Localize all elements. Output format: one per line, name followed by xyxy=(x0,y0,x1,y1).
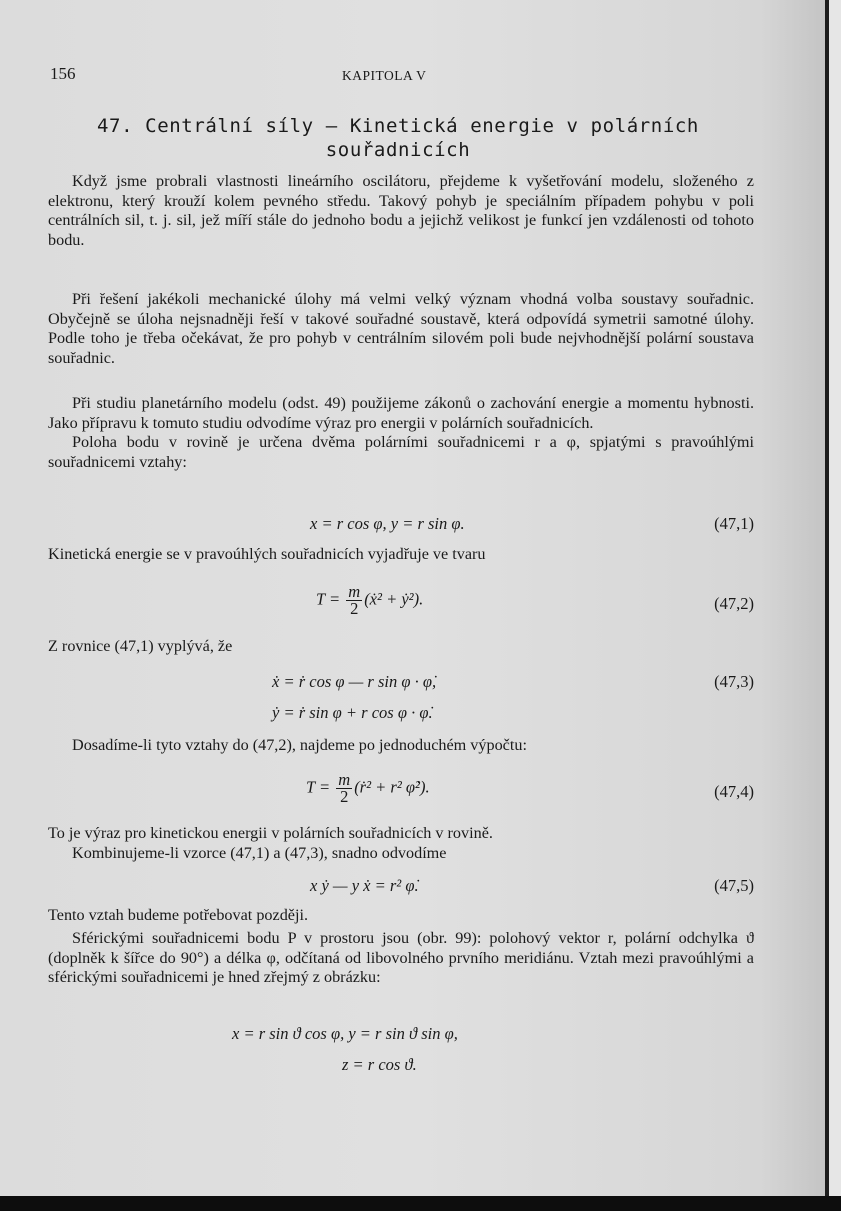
equation-47-3a xyxy=(48,672,754,694)
paragraph-11: Sférickými souřadnicemi bodu P v prostoru jsou (obr. 99): polohový vektor r, polární odchylka ϑ (doplněk k šířce do 90°) a délka φ, odčítaná od libovolného prvního meridiánu. Vztah mezi pravoúhlými a sférickými souřadnicemi je hned zřejmý z obrázku: xyxy=(48,929,754,987)
paragraph-intro xyxy=(48,172,754,250)
next-page-edge xyxy=(829,0,841,1196)
scan-border xyxy=(0,1196,841,1211)
equation-body: x = r cos φ, y = r sin φ. xyxy=(310,514,465,533)
paragraph-8: To je výraz pro kinetickou energii v polárních souřadnicích v rovině. xyxy=(48,824,493,842)
paragraph-later xyxy=(48,906,754,926)
paragraph-substitute xyxy=(48,736,754,756)
paragraph-10: Tento vztah budeme potřebovat později. xyxy=(48,906,309,924)
equation-number: (47,2) xyxy=(714,594,754,613)
paragraph-6: Z rovnice (47,1) vyplývá, že xyxy=(48,637,233,655)
section-title xyxy=(48,114,748,162)
paragraph-coordinates xyxy=(48,290,754,368)
equation-body: ẏ = ṙ sin φ + r cos φ · φ̇. xyxy=(272,703,433,722)
equation-body: ẋ = ṙ cos φ — r sin φ · φ̇, xyxy=(272,672,437,691)
paragraph-9: Kombinujeme-li vzorce (47,1) a (47,3), snadno odvodíme xyxy=(72,843,447,862)
section-title-line1: 47. Centrální síly – Kinetická energie v polárních xyxy=(97,115,699,137)
fraction: $\frac{m}{2}$ xyxy=(348,582,361,618)
equation-body: z = r cos ϑ. xyxy=(342,1055,417,1074)
paragraph-spherical xyxy=(48,929,754,988)
equation-number: (47,4) xyxy=(714,782,754,801)
equation-number: (47,5) xyxy=(714,876,754,895)
equation-lhs: T = xyxy=(316,589,345,609)
page-number: 156 xyxy=(50,64,76,83)
equation-body: x = r sin ϑ cos φ, y = r sin ϑ sin φ, xyxy=(232,1024,458,1043)
equation-number: (47,3) xyxy=(714,672,754,691)
fraction: $\frac{m}{2}$ xyxy=(338,770,351,806)
paragraph-3: Při studiu planetárního modelu (odst. 49) použijeme zákonů o zachování energie a momentu hybnosti. Jako přípravu k tomuto studiu odvodíme výraz pro energii v polárních souřadnicích. xyxy=(48,394,754,432)
equation-lhs: T = xyxy=(306,777,335,797)
paragraph-7: Dosadíme-li tyto vztahy do (47,2), najdeme po jednoduchém výpočtu: xyxy=(72,736,527,754)
paragraph-planetary xyxy=(48,394,754,472)
equation-spherical-xy xyxy=(48,1024,754,1046)
paragraph-5: Kinetická energie se v pravoúhlých souřadnicích vyjadřuje ve tvaru xyxy=(48,545,486,563)
paragraph-4: Poloha bodu v rovině je určena dvěma polárními souřadnicemi r a φ, spjatými s pravoúhlými souřadnicemi vztahy: xyxy=(48,433,754,471)
equation-47-4 xyxy=(48,772,754,812)
paragraph-kinetic xyxy=(48,545,754,565)
equation-spherical-z xyxy=(48,1055,754,1077)
equation-body: x ẏ — y ẋ = r² φ̇. xyxy=(310,876,419,895)
paragraph-1: Když jsme probrali vlastnosti lineárního oscilátoru, přejdeme k vyšetřování modelu, složeného z elektronu, který krouží kolem pevného středu. Takový pohyb je speciálním případem pohybu v poli centrálních sil, t. j. sil, jež míří stále do jednoho bodu a jejichž velikost je funkcí jen vzdálenosti od tohoto bodu. xyxy=(48,172,754,249)
equation-47-3b xyxy=(48,703,754,725)
running-head: KAPITOLA V xyxy=(342,68,427,83)
equation-47-5 xyxy=(48,876,754,898)
equation-number: (47,1) xyxy=(714,514,754,533)
equation-47-1 xyxy=(48,514,754,536)
equation-rhs: (ṙ² + r² φ̇²). xyxy=(354,777,430,797)
paragraph-result xyxy=(48,824,754,863)
paragraph-2: Při řešení jakékoli mechanické úlohy má velmi velký význam vhodná volba soustavy souřadnic. Obyčejně se úloha nejsnadněji řeší v takové souřadné soustavě, která odpovídá symetrii samotné úlohy. Podle toho je třeba očekávat, že pro pohyb v centrálním silovém poli bude nejvhodnější polární soustava souřadnic. xyxy=(48,290,754,367)
equation-47-2 xyxy=(48,584,754,624)
paragraph-from-eq xyxy=(48,637,754,657)
equation-rhs: (ẋ² + ẏ²). xyxy=(364,589,424,609)
section-title-line2: souřadnicích xyxy=(325,139,471,161)
